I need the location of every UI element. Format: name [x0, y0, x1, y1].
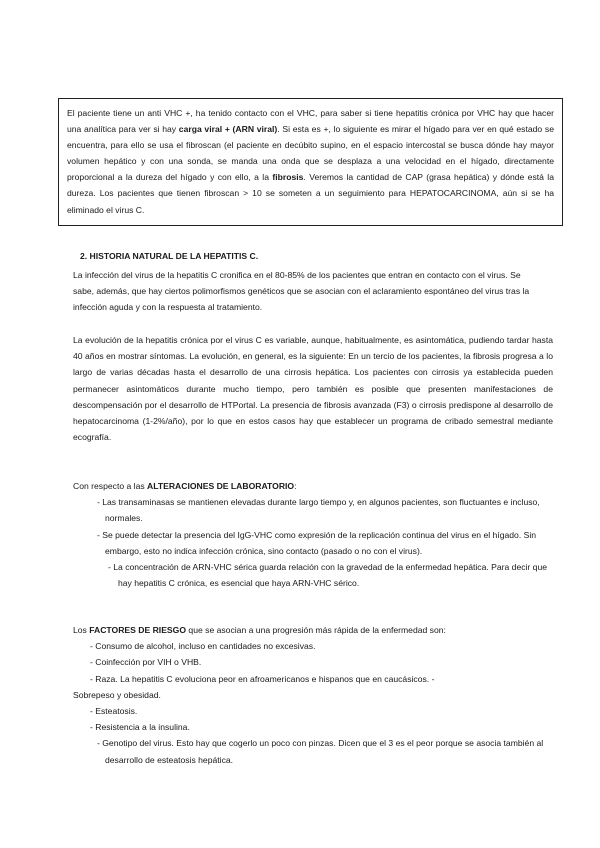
section-paragraph-2 — [73, 332, 553, 445]
risk-intro — [73, 622, 553, 638]
risk-intro-bold: FACTORES DE RIESGO — [89, 625, 187, 635]
section-paragraph-1 — [73, 267, 541, 316]
lab-intro-bold: ALTERACIONES DE LABORATORIO — [147, 481, 295, 491]
lab-intro-suffix: : — [294, 481, 297, 491]
lab-list — [73, 494, 553, 591]
risk-intro-prefix: Los — [73, 625, 90, 635]
risk-item: - Resistencia a la insulina. — [90, 722, 190, 733]
risk-item: - Coinfección por VIH o VHB. — [90, 657, 202, 668]
summary-bold-fibrosis: fibrosis — [272, 172, 304, 183]
risk-item: - Consumo de alcohol, incluso en cantidades no excesivas. — [90, 641, 316, 652]
risk-section — [73, 622, 553, 768]
section-heading: 2. HISTORIA NATURAL DE LA HEPATITIS C. — [80, 251, 259, 261]
risk-list — [73, 638, 553, 768]
lab-intro-prefix: Con respecto a las — [73, 481, 148, 491]
lab-item: - Las transaminasas se mantienen elevadas durante largo tiempo y, en algunos pacientes, son fluctuantes e incluso, normales. — [97, 497, 540, 524]
lab-item: - Se puede detectar la presencia del IgG-VHC como expresión de la replicación continua del virus en el hígado. Sin embargo, esto no indica infección crónica, sino contacto (pasado o no con el virus). — [97, 529, 537, 556]
summary-text-2: . Si esta es +, lo siguiente es mirar el hígado para ver en qué estado se encuentra, para ello se usa el fibroscan (el paciente en decúbito supino, en el espacio intercostal se busca dónde hay mayor volumen hepático y con una sonda, se manda una onda que se desplaza a una velocidad en el hígado, directamente proporcional a la dureza del hígado y con ello, a la — [67, 124, 554, 183]
paragraph-1-text: La infección del virus de la hepatitis C cronifica en el 80-85% de los pacientes que entran en contacto con el virus. Se sabe, además, que hay ciertos polimorfismos genéticos que se asocian con el aclaramiento espontáneo del virus tras la infección aguda y con la respuesta al tratamiento. — [73, 270, 530, 313]
lab-section — [73, 478, 553, 591]
lab-subitem: - La concentración de ARN-VHC sérica guarda relación con la gravedad de la enfermedad hepática. Para decir que hay hepatitis C crónica, es esencial que haya ARN-VHC sérico. — [108, 562, 548, 589]
summary-text-1: El paciente tiene un anti VHC +, ha tenido contacto con el VHC, para saber si tiene hepatitis crónica por VHC hay que hacer una analítica para ver si hay — [67, 108, 554, 135]
paragraph-2-text: La evolución de la hepatitis crónica por el virus C es variable, aunque, habitualmente, es asintomática, pudiendo tardar hasta 40 años en mostrar síntomas. La evolución, en general, es la siguiente: En un tercio de los pacientes, la fibrosis progresa a lo largo de varias décadas hasta el desarrollo de una cirrosis hepática. Los pacientes con cirrosis ya establecida pueden permanecer asintomáticos durante mucho tiempo, pero también es posible que presenten manifestaciones de descompensación por el desarrollo de HTPortal. La presencia de fibrosis avanzada (F3) o cirrosis predispone al desarrollo de hepatocarcinoma (1-2%/año), por lo que en estos casos hay que establecer un programa de cribado semestral mediante ecografía. — [73, 335, 553, 443]
risk-item: - Raza. La hepatitis C evoluciona peor en afroamericanos e hispanos que en caucásicos. - — [90, 673, 435, 684]
lab-intro — [73, 478, 553, 494]
risk-item: - Esteatosis. — [90, 706, 138, 717]
summary-text-3: . Veremos la cantidad de CAP (grasa hepática) y dónde está la dureza. Los pacientes que tienen fibroscan > 10 se someten a un seguimiento para HEPATOCARCINOMA, aún si se ha eliminado el virus C. — [67, 172, 554, 215]
risk-item: - Genotipo del virus. Esto hay que cogerlo un poco con pinzas. Dicen que el 3 es el peor porque se asocia también al desarrollo de esteatosis hepática. — [97, 738, 544, 765]
summary-box — [58, 98, 563, 226]
risk-item: Sobrepeso y obesidad. — [73, 689, 161, 700]
summary-bold-viral-load: carga viral + (ARN viral) — [178, 124, 278, 135]
risk-intro-suffix: que se asocian a una progresión más rápida de la enfermedad son: — [186, 625, 446, 635]
